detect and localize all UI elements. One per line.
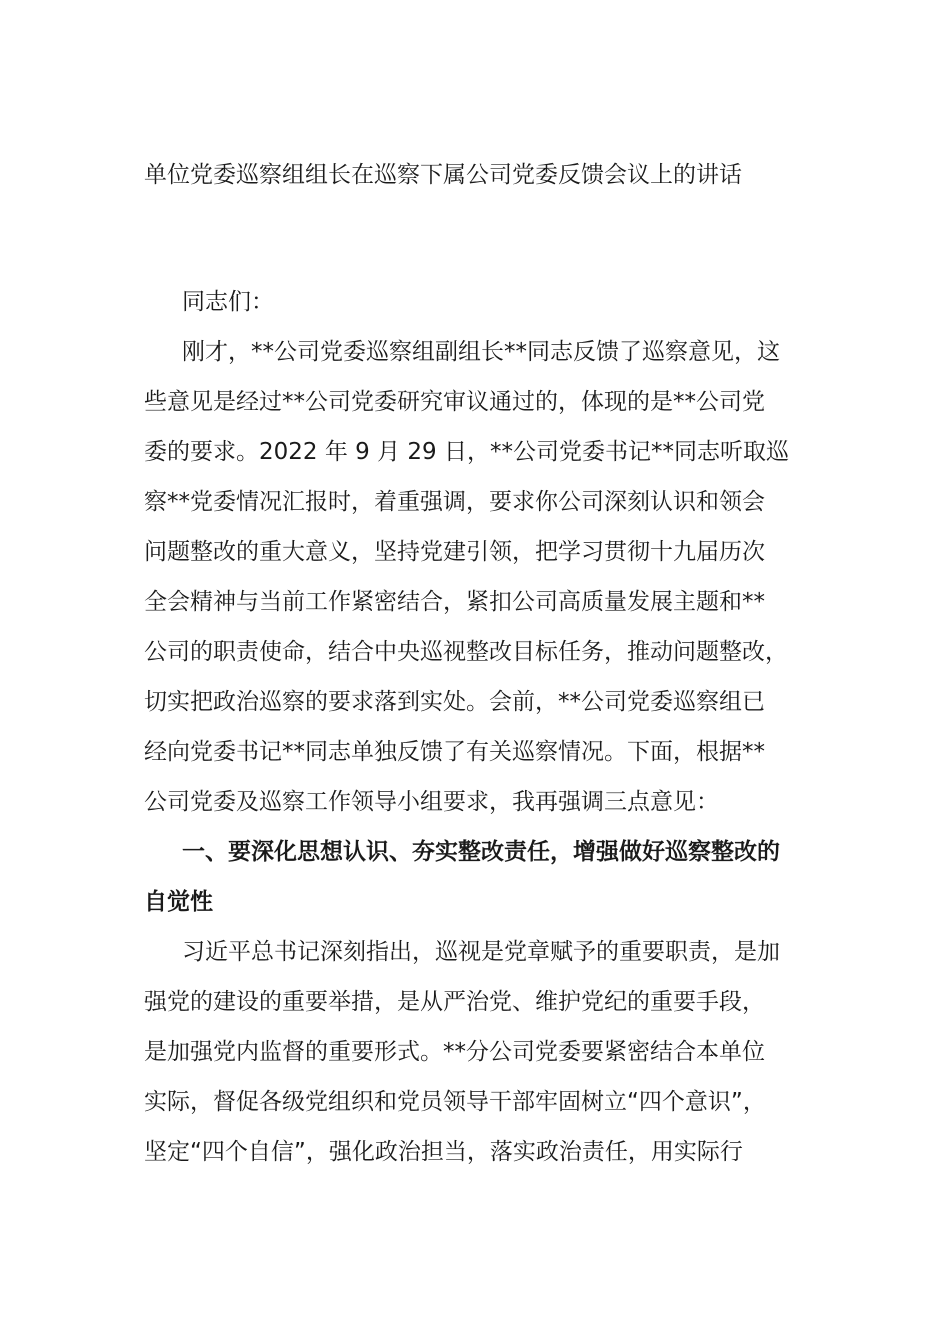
paragraph-line: 经向党委书记**同志单独反馈了有关巡察情况。下面，根据** xyxy=(144,739,765,765)
salutation-line: 同志们： xyxy=(182,289,274,315)
paragraph-line: 问题整改的重大意义，坚持党建引领，把学习贯彻十九届历次 xyxy=(144,539,765,565)
paragraph-line: 公司的职责使命，结合中央巡视整改目标任务，推动问题整改， xyxy=(144,639,788,665)
paragraph-line: 切实把政治巡察的要求落到实处。会前，**公司党委巡察组已 xyxy=(144,689,765,715)
paragraph-line: 察**党委情况汇报时，着重强调，要求你公司深刻认识和领会 xyxy=(144,489,765,515)
paragraph-line: 实际，督促各级党组织和党员领导干部牢固树立“四个意识”， xyxy=(144,1089,766,1115)
paragraph-line: 强党的建设的重要举措，是从严治党、维护党纪的重要手段， xyxy=(144,989,765,1015)
section-heading-line: 自觉性 xyxy=(144,889,213,915)
paragraph-line: 全会精神与当前工作紧密结合，紧扣公司高质量发展主题和** xyxy=(144,589,765,615)
paragraph-line: 坚定“四个自信”，强化政治担当，落实政治责任，用实际行 xyxy=(144,1139,743,1165)
document-title: 单位党委巡察组组长在巡察下属公司党委反馈会议上的讲话 xyxy=(144,162,742,188)
paragraph-line: 习近平总书记深刻指出，巡视是党章赋予的重要职责，是加 xyxy=(182,939,780,965)
paragraph-line: 公司党委及巡察工作领导小组要求，我再强调三点意见： xyxy=(144,789,719,815)
document-body xyxy=(144,282,808,1182)
paragraph-line: 些意见是经过**公司党委研究审议通过的，体现的是**公司党 xyxy=(144,389,765,415)
paragraph-line: 刚才，**公司党委巡察组副组长**同志反馈了巡察意见，这 xyxy=(182,339,780,365)
section-heading-line: 一、要深化思想认识、夯实整改责任，增强做好巡察整改的 xyxy=(182,839,780,865)
paragraph-line: 委的要求。2022 年 9 月 29 日，**公司党委书记**同志听取巡 xyxy=(144,439,789,465)
paragraph-line: 是加强党内监督的重要形式。**分公司党委要紧密结合本单位 xyxy=(144,1039,765,1065)
